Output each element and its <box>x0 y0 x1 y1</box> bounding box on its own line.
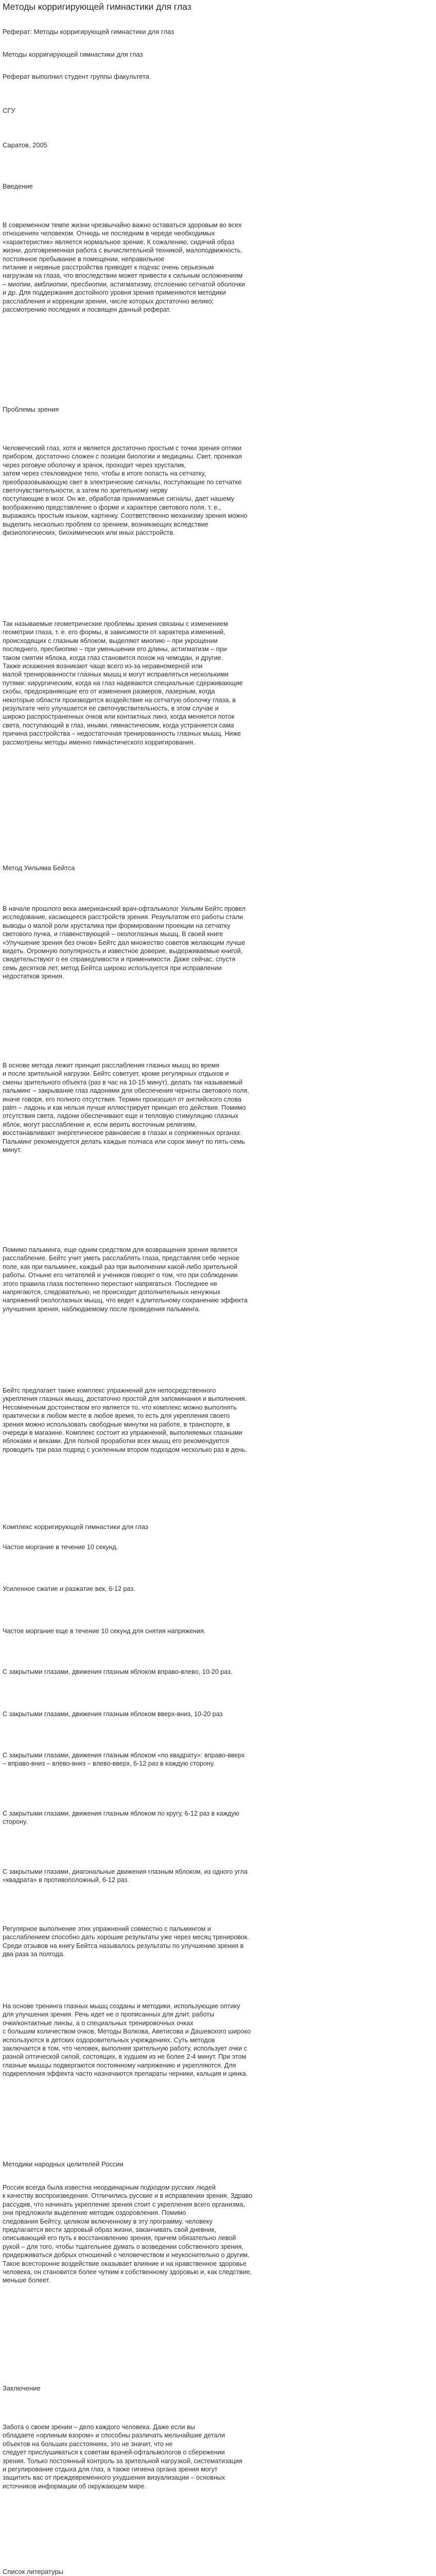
text-block-ex-3 <box>3 1627 431 1635</box>
text-line: малой тренированности глазных мышц и могут исправляться несколькими <box>3 671 229 679</box>
text-line: заключается в том, что человек, выполняя зрительную работу, использует очки с <box>3 2045 248 2053</box>
text-line: глазные мышцы подвергаются постоянному напряжению и укрепляются. Для <box>3 2061 236 2069</box>
text-line: разной оптической силой, состоящих, в худшем из не более 2-4 минут. При этом <box>3 2053 247 2061</box>
text-block-p-problems-1 <box>3 444 431 537</box>
text-line: путями: хирургическим, когда на глаз надеваются специальные сдерживающие <box>3 679 243 687</box>
text-line: поступающие в мозг. Он же, обработав принимаемые сигналы, дает нашему <box>3 495 235 503</box>
text-line: Среди отзывов на книгу Бейтса называлось результаты по улучшению зрения в <box>3 1942 244 1950</box>
section-heading-h-lit <box>3 2568 431 2576</box>
text-line: светового пучка, и главенствующей – окологлазных мышц. В своей книге <box>3 930 223 938</box>
text-block-p-bates-2 <box>3 1061 431 1154</box>
text-line: видеть. Огромную популярность и известное доверие, выдерживаемые книгой, <box>3 947 243 955</box>
text-line: последнего, пресбиопию – при уменьшении его длины, астигматизм – при <box>3 646 227 653</box>
text-line: – вправо-вниз – влево-вниз – влево-вверх, 6-12 раз в каждую сторону. <box>3 1760 215 1768</box>
text-line: – миопии, амблиопии, пресбиопии, астигматизму, отслоению сетчатой оболочки <box>3 280 245 288</box>
text-block-p-bates-6 <box>3 2002 431 2078</box>
text-block-meta-5 <box>3 141 431 150</box>
text-line: Частое моргание в течение 10 секунд. <box>3 1544 118 1551</box>
text-line: Заключение <box>3 2384 41 2392</box>
text-line: Методики народных целителей России <box>3 2160 124 2168</box>
text-block-p-bates-1 <box>3 905 431 981</box>
text-line: отношениях человеком. Отнюдь не последним в череде необходимых <box>3 230 215 238</box>
text-line: прибором, достаточно сложен с позиции биологии и медицины. Свет, проникая <box>3 453 242 461</box>
text-block-p-bates-5 <box>3 1925 431 1959</box>
section-heading-h-concl <box>3 2384 431 2393</box>
text-line: Россия всегда была известна неординарным подходом русских людей <box>3 2184 216 2191</box>
text-line: В начале прошлого века американский врач-офтальмолог Уильям Бейтс провел <box>3 905 246 912</box>
text-line: к качеству воспроизведения. Отличились русские и в исправлении зрения. Здраво <box>3 2192 253 2200</box>
text-block-ex-7 <box>3 1809 431 1826</box>
text-line: СГУ <box>3 107 15 114</box>
text-line: постоянное пребывание в помещении, неправильное <box>3 255 165 263</box>
text-line: сторону. <box>3 1818 28 1826</box>
text-line: для улучшения зрения. Речь идет не о прописанных для длит. работы <box>3 2011 215 2019</box>
text-line: происходящих с глазным яблоком, выделяют миопию – при укрощении <box>3 637 218 645</box>
text-line: Частое моргание еще в течение 10 секунд для снятия напряжения. <box>3 1628 206 1635</box>
text-block-ex-8 <box>3 1868 431 1885</box>
text-line: Метод Уильяма Бейтса <box>3 864 75 872</box>
text-line: некоторые области производится воздействие на сетчатую оболочку глаза, в <box>3 696 236 704</box>
text-line: предлагается вести здоровый образ жизни, заканчивать свой дневник, <box>3 2226 216 2234</box>
text-block-p-folk <box>3 2183 431 2285</box>
text-line: рассудив, что начинать укрепление зрения стоит с укрепления всего организма, <box>3 2200 245 2208</box>
text-line: жизни, долговременная работа с вычислительной техникой, малоподвижность, <box>3 247 242 255</box>
text-line: Несомненным достоинством его является то, что комплекс можно выполнять <box>3 1403 237 1411</box>
text-line: результате чего улучшается ее светочувствительность, в этом случае и <box>3 705 219 713</box>
text-line: широко распространенных очков или контактных линз, когда меняется поток <box>3 713 235 721</box>
text-line: Так называемые геометрические проблемы зрения связаны с изменением <box>3 620 228 628</box>
text-line: проводить три раза подряд с усиленным втором подходом несколько раз в день. <box>3 1446 247 1453</box>
text-line: светочувствительности, а затем по зрительному нерву <box>3 487 168 495</box>
text-line: описывающий его путь к восстановлению зрения, причем обязательно левой <box>3 2234 236 2242</box>
section-heading-h-problems <box>3 405 431 414</box>
text-line: Регулярное выполнение этих упражнений совместно с пальмингом и <box>3 1925 211 1933</box>
text-line: яблок, могут расслабление и, если верить восточным религиям, <box>3 1121 197 1128</box>
text-line: человека, он становится более чутким к собственному здоровью и, как следствие, <box>3 2268 252 2276</box>
text-block-p-bates-3 <box>3 1246 431 1313</box>
text-line: этого правила глаза постепенно перестают напрягаться. Последнее не <box>3 1280 218 1287</box>
text-line: исследование, касающееся расстройств зрения. Результатом его работы стали <box>3 913 243 921</box>
text-line: защитить вас от преждевременного ухудшения визуализации – основных <box>3 2474 225 2482</box>
text-block-meta-4 <box>3 107 431 115</box>
text-line: Проблемы зрения <box>3 405 59 413</box>
text-line: Забота о своем зрении – дело каждого человека. Даже если вы <box>3 2424 195 2431</box>
text-line: расслабление. Бейтс учит уметь расслаблять глаза, представляя себе черное <box>3 1255 239 1262</box>
text-line: рассмотрены методы именно гимнастического корригирования. <box>3 738 195 746</box>
text-line: Человеческий глаз, хотя и является достаточно простым с точки зрения оптики <box>3 445 242 452</box>
text-line: зрения можно использовать свободные минутки на работе, в транспорте, в <box>3 1420 230 1428</box>
text-line: практически в любом месте в любое время, то есть для укрепления своего <box>3 1412 230 1420</box>
text-line: недостатков зрения. <box>3 973 64 980</box>
text-line: Список литературы <box>3 2568 63 2575</box>
text-block-p-intro <box>3 221 431 314</box>
text-line: напряжений окологлазных мышц, что ведет к длительному сохранению эффекта <box>3 1297 248 1304</box>
text-line: геометрии глаза, т. е. его формы, в зависимости от характера изменений, <box>3 629 225 636</box>
text-line: яблоками и веками. Для полной проработки всех мышц его рекомендуется <box>3 1437 229 1445</box>
section-heading-h-intro <box>3 182 431 191</box>
text-block-ex-5 <box>3 1710 431 1718</box>
text-block-p-bates-4 <box>3 1386 431 1454</box>
text-line: С закрытыми глазами, диагональные движения глазным яблоком, из одного угла <box>3 1868 248 1875</box>
text-line: и после зрительной нагрузки. Бейтс советует, кроме регулярных отдыхов и <box>3 1070 229 1078</box>
text-line: подкрепления эффекта часто назначаются препараты черники, кальция и цинка. <box>3 2070 248 2078</box>
text-block-meta-1 <box>3 28 431 37</box>
text-block-h-complex <box>3 1523 431 1532</box>
text-line: они предложили выделение методик оздоровления. Помимо <box>3 2209 186 2217</box>
text-block-p-problems-2 <box>3 620 431 747</box>
text-line: Реферат выполнил студент группы факультета <box>3 73 150 80</box>
text-line: На основе тренинга глазных мышц созданы и методики, использующие оптику <box>3 2003 240 2010</box>
text-line: смены зрительного объекта (раз в час на 10-15 минут), делать так называемый <box>3 1078 243 1086</box>
text-line: С закрытыми глазами, движения глазным яблоком «по квадрату»: вправо-вверх <box>3 1752 245 1759</box>
section-heading-h-bates <box>3 864 431 873</box>
text-line: с большим количеством очков, Методы Волкова, Аветисова и Дашевского широко <box>3 2028 251 2036</box>
text-block-meta-3 <box>3 73 431 81</box>
text-line: В основе метода лежит принцип расслабления глазных мышц во время <box>3 1062 220 1069</box>
text-line: обладаете «орлиным взором» и способны различать мельчайшие детали <box>3 2432 225 2439</box>
text-line: выражаясь простым языком, картинку. Соответственно механизму зрения можно <box>3 512 248 520</box>
text-line: таком смятии яблока, когда глаз становится похож на чемодан, и другие. <box>3 654 223 662</box>
text-line: следует прислушиваться к советам врачей-офтальмологов о сбережении <box>3 2449 225 2456</box>
text-line: воображению представление о форме и характере светового поля, т. е., <box>3 503 221 511</box>
text-line: выделить несколько проблем со зрением, возникающих вследствие <box>3 520 208 528</box>
text-line: очереди в магазине. Комплекс состоит из упражнений, выполняемых глазными <box>3 1429 242 1437</box>
text-line: Также искажения возникают чаще всего из-за неравномерной или <box>3 663 203 670</box>
text-line: зрения. Только постоянный контроль за зрительной нагрузкой, систематизация <box>3 2457 242 2465</box>
text-line: С закрытыми глазами, движения глазным яблоком вверх-вниз, 10-20 раз <box>3 1710 223 1718</box>
text-block-ex-6 <box>3 1751 431 1768</box>
text-line: поле, как при пальминге, каждый раз при выполнении какой-либо зрительной <box>3 1263 238 1270</box>
text-line: рукой – для того, чтобы тщательнее думать о возведении собственного зрения, <box>3 2243 243 2250</box>
text-line: работы. Отныне его читателей и учеников говорят о том, что при соблюдении <box>3 1272 238 1279</box>
text-line: источников информации об окружающем мире. <box>3 2482 146 2490</box>
text-line: Пальминг рекомендуется делать каждые полчаса или сорок минут по пять-семь <box>3 1138 245 1145</box>
text-line: С закрытыми глазами, движения глазным яблоком по кругу, 6-12 раз в каждую <box>3 1810 239 1817</box>
text-line: Комплекс корригирующей гимнастики для глаз <box>3 1523 148 1531</box>
text-line: Такое всесторонне воздействие оказывает влияние и на нравственное здоровье <box>3 2260 247 2267</box>
text-line: света, поступающий в глаз, иными, гимнастическим, когда устраняется сама <box>3 721 234 729</box>
text-line: Помимо пальминга, еще одним средством для возвращения зрения является <box>3 1246 237 1253</box>
text-block-ex-1 <box>3 1543 431 1551</box>
text-line: меньше болеет. <box>3 2277 50 2284</box>
text-line: выводы о малой роли хрусталика при формировании проекции на сетчатку <box>3 922 231 929</box>
text-line: «характеристик» является нормальное зрение. К сожалению, сидячий образ <box>3 238 235 246</box>
text-block-p-concl <box>3 2423 431 2490</box>
text-line: следования Бейтсу, целиком включенному в эту программу, человеку <box>3 2217 213 2225</box>
text-line: укрепления глазных мышц, достаточно простой для запоминания и выполнения. <box>3 1395 247 1403</box>
text-line: palm – ладонь и как нельзя лучше иллюстрирует принцип его действия. Помимо <box>3 1104 246 1112</box>
text-line: улучшения зрения, наблюдаемому после проведения пальминга. <box>3 1305 200 1313</box>
text-line: скобы, предохраняющие его от изменения размеров, лазерным, когда <box>3 688 215 696</box>
section-heading-h-folk <box>3 2160 431 2169</box>
text-line: Усиленное сжатие и разжатие век, 6-12 раз. <box>3 1585 135 1592</box>
text-line: преобразовывающую свет в электрические сигналы, поступающие по сетчатке <box>3 478 242 486</box>
text-line: затем через стекловидное тело, чтобы в итоге попасть на сетчатку, <box>3 470 206 478</box>
text-block-ex-2 <box>3 1585 431 1593</box>
text-line: физиологических, биохимических или иных расстройств. <box>3 529 175 537</box>
text-line: расслаблением способно дать хорошие результаты уже через месяц тренировок. <box>3 1934 249 1941</box>
text-line: два раза за полгода. <box>3 1951 65 1958</box>
text-line: через роговую оболочку и зрачок, проходит через хрусталик, <box>3 461 186 469</box>
text-line: семь десятков лет, метод Бейтса широко используется при исправлении <box>3 964 222 972</box>
text-line: питание и нервные расстройства приводят к подчас очень серьезным <box>3 264 214 272</box>
text-line: Бейтс предлагает также комплекс упражнений для непосредственного <box>3 1387 216 1394</box>
text-line: минут. <box>3 1146 22 1154</box>
text-line: Саратов, 2005 <box>3 141 48 149</box>
text-line: Введение <box>3 182 33 190</box>
text-line: нагрузкам на глаза, что впоследствии может привести к сильным осложнениям <box>3 272 243 280</box>
text-line: пальминг – закрывание глаз ладонями для обеспечения черноты светового поля, <box>3 1087 249 1095</box>
text-line: иначе говоря, его полного отсутствия. Термин произошел от английского слова <box>3 1095 241 1103</box>
text-line: Реферат: Методы корригирующей гимнастики для глаз <box>3 28 174 36</box>
text-line: используются в детских оздоровительных учреждениях. Суть методов <box>3 2036 215 2044</box>
text-block-ex-4 <box>3 1668 431 1676</box>
text-block-meta-2 <box>3 50 431 59</box>
text-line: очки/контактные линзы, а о специальных тренировочных очках <box>3 2019 194 2027</box>
text-line: и др. Для поддержания достойного уровня зрения применяются методики <box>3 289 226 297</box>
text-line: причина расстройства – недостаточная тренированность глазных мышц. Ниже <box>3 730 241 738</box>
text-line: В современном темпе жизни чрезвычайно важно оставаться здоровым во всех <box>3 222 242 229</box>
text-line: отсутствия света, ладони обеспечивают еще и тепловую стимуляцию глазных <box>3 1112 239 1120</box>
text-line: расслабления и коррекции зрения, числе которых достаточно велико; <box>3 297 214 305</box>
text-line: и регулирование отдыха для глаз, а также гигиена органа зрения могут <box>3 2466 218 2473</box>
text-line: «Улучшение зрения без очков» Бейтс дал множество советов желающим лучше <box>3 939 246 946</box>
text-line: восстанавливают энергетическое равновесие в глазах и сопряженных органах. <box>3 1129 242 1137</box>
text-line: «квадрата» в противоположный, 6-12 раз. <box>3 1876 129 1884</box>
text-line: напрягаются, следовательно, не происходит дополнительных ненужных <box>3 1289 221 1296</box>
text-line: рассмотрению последних и посвящен данный реферат. <box>3 306 171 314</box>
text-line: придерживаться добрых отношений с человечеством и неукоснительно о другим. <box>3 2251 250 2259</box>
text-line: Методы корригирующей гимнастики для глаз <box>3 50 143 58</box>
text-line: объектов на больших расстояниях, это не значит, что не <box>3 2440 173 2448</box>
text-line: С закрытыми глазами, движения глазным яблоком вправо-влево, 10-20 раз. <box>3 1668 233 1675</box>
text-line: свидетельствуют о ее справедливости и применимости. Даже сейчас, спустя <box>3 956 236 963</box>
document-title: Методы корригирующей гимнастики для глаз <box>3 2 191 12</box>
